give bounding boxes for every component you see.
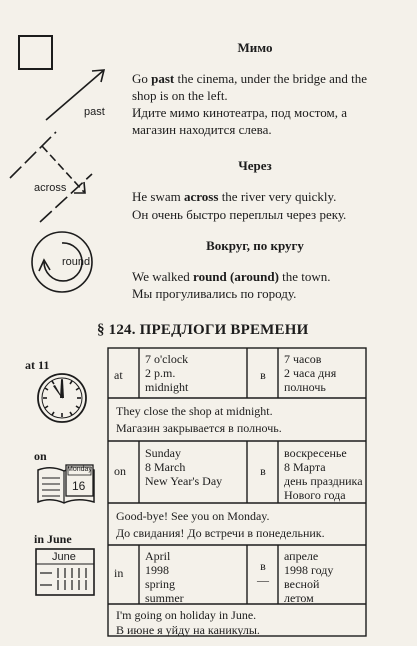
past-label: past: [84, 106, 105, 118]
row-prep-at: at: [114, 368, 123, 382]
row-example-at: They close the shop at midnight. Магазин закрывается в полночь.: [116, 404, 282, 435]
row-ru-prep-in: в —: [257, 559, 269, 587]
past-ru: Идите мимо кинотеатра, под мостом, а магазин находится слева.: [132, 105, 348, 137]
round-ru: Мы прогуливались по городу.: [132, 286, 297, 301]
past-heading: Мимо: [237, 40, 273, 55]
row-ru-items-on: воскресенье 8 Марта день праздника Нового года: [284, 446, 363, 502]
row-label-on: on: [34, 449, 47, 463]
row-label-in: in June: [34, 532, 72, 546]
row-prep-in: in: [114, 566, 124, 580]
row-en-items-at: 7 o'clock 2 p.m. midnight: [145, 352, 189, 394]
month-card-icon: [0, 0, 80, 80]
row-ru-items-in: апреле 1998 году весной летом: [284, 549, 334, 605]
across-label: across: [34, 182, 67, 194]
row-en-items-in: April 1998 spring summer: [145, 549, 184, 605]
section-title: § 124. ПРЕДЛОГИ ВРЕМЕНИ: [97, 322, 309, 338]
past-en: Go past the cinema, under the bridge and the shop is on the left.: [132, 71, 368, 103]
round-label: round: [62, 256, 91, 268]
row-en-items-on: Sunday 8 March New Year's Day: [145, 446, 223, 488]
row-example-on: Good-bye! See you on Monday. До свидания! До встречи в понедельник.: [116, 509, 325, 540]
across-ru: Он очень быстро переплыл через реку.: [132, 207, 347, 222]
across-heading: Через: [238, 158, 272, 173]
row-ru-prep-on: в: [260, 464, 266, 478]
row-prep-on: on: [114, 464, 126, 478]
month-card-label: June: [52, 551, 76, 563]
calendar-day-label: 16: [72, 479, 86, 493]
across-en: He swam across the river very quickly.: [132, 189, 337, 204]
row-label-at: at 11: [25, 358, 50, 372]
row-example-in: I'm going on holiday in June. В июне я уйду на каникулы.: [116, 608, 260, 637]
row-ru-items-at: 7 часов 2 часа дня полночь: [284, 352, 337, 394]
round-heading: Вокруг, по кругу: [206, 238, 304, 253]
calendar-month-label: Monday: [67, 466, 92, 473]
row-ru-prep-at: в: [260, 368, 266, 382]
round-en: We walked round (around) the town.: [132, 269, 331, 284]
